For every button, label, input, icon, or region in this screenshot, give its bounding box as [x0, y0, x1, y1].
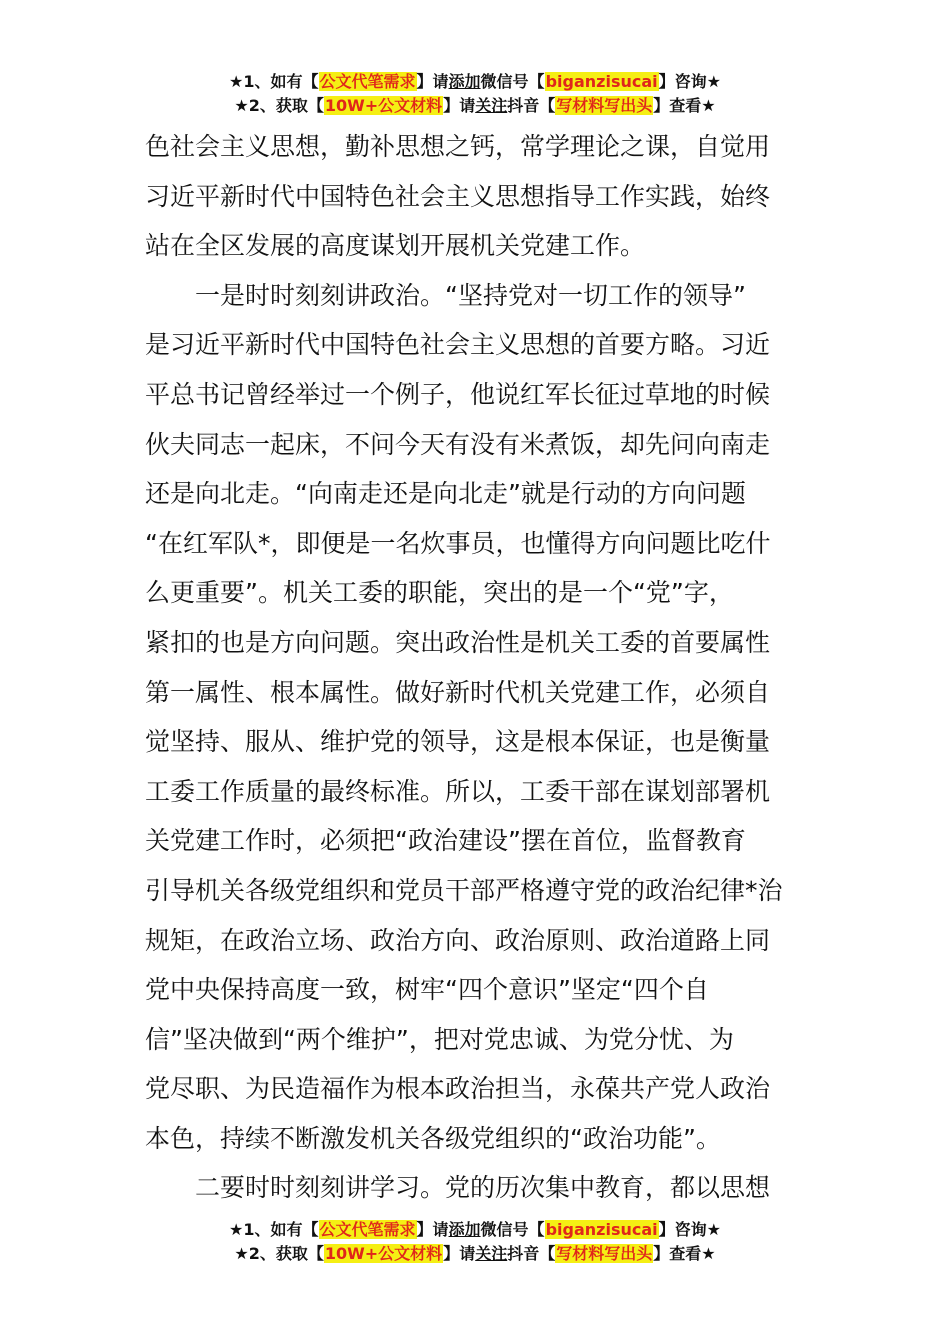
header-banner — [0, 70, 950, 118]
banner-highlight: 10W+公文材料 — [324, 1244, 443, 1263]
banner-highlight: 写材料写出头 — [556, 1244, 653, 1263]
body-line: 色社会主义思想，勤补思想之钙，常学理论之课，自觉用 — [145, 132, 771, 161]
banner-text: 抖音【 — [507, 96, 556, 115]
banner-text: 】请 — [443, 1244, 476, 1263]
banner-highlight: 写材料写出头 — [556, 96, 653, 115]
banner-text: ★1、如有【 — [229, 72, 319, 91]
body-line: 工委工作质量的最终标准。所以，工委干部在谋划部署机 — [145, 776, 771, 806]
banner-line-2 — [0, 1242, 950, 1266]
body-line: 伙夫同志一起床，不问今天有没有米煮饭，却先问向南走 — [145, 429, 771, 459]
banner-text: ★2、获取【 — [234, 96, 324, 115]
banner-underline: 关注 — [475, 1244, 508, 1263]
banner-text: 】请 — [416, 1220, 449, 1239]
body-line: 还是向北走。“向南走还是向北走”就是行动的方向问题 — [145, 479, 746, 509]
body-line: 党中央保持高度一致，树牢“四个意识”坚定“四个自 — [145, 975, 709, 1005]
body-line: 么更重要”。机关工委的职能，突出的是一个“党”字， — [145, 578, 734, 608]
body-line: 习近平新时代中国特色社会主义思想指导工作实践，始终 — [145, 181, 771, 211]
banner-highlight: biganzisucai — [545, 1220, 658, 1239]
banner-text: 】请 — [443, 96, 476, 115]
banner-underline: 添加 — [448, 72, 481, 91]
body-line: 第一属性、根本属性。做好新时代机关党建工作，必须自 — [145, 677, 771, 707]
banner-text: 微信号【 — [480, 1220, 545, 1239]
banner-highlight: 公文代笔需求 — [319, 72, 416, 91]
body-line: 关党建工作时，必须把“政治建设”摆在首位，监督教育 — [145, 826, 746, 856]
banner-text: 】请 — [416, 72, 449, 91]
banner-text: 抖音【 — [507, 1244, 556, 1263]
banner-highlight: biganzisucai — [545, 72, 658, 91]
banner-highlight: 10W+公文材料 — [324, 96, 443, 115]
banner-underline: 关注 — [475, 96, 508, 115]
body-line: 引导机关各级党组织和党员干部严格遵守党的政治纪律*治 — [145, 875, 783, 905]
body-line: 规矩，在政治立场、政治方向、政治原则、政治道路上同 — [145, 925, 771, 955]
banner-text: ★1、如有【 — [229, 1220, 319, 1239]
banner-text: 】查看★ — [653, 96, 716, 115]
body-line: 二要时时刻刻讲学习。党的历次集中教育，都以思想 — [145, 1173, 771, 1203]
banner-line-1 — [0, 70, 950, 94]
body-line: “在红军队*，即便是一名炊事员，也懂得方向问题比吃什 — [145, 528, 771, 558]
body-line: 觉坚持、服从、维护党的领导，这是根本保证，也是衡量 — [145, 727, 771, 757]
banner-underline: 添加 — [448, 1220, 481, 1239]
body-line: 本色，持续不断激发机关各级党组织的“政治功能”。 — [145, 1123, 721, 1153]
body-line: 是习近平新时代中国特色社会主义思想的首要方略。习近 — [145, 330, 771, 360]
banner-line-2 — [0, 94, 950, 118]
banner-highlight: 公文代笔需求 — [319, 1220, 416, 1239]
body-line: 党尽职、为民造福作为根本政治担当，永葆共产党人政治 — [145, 1074, 771, 1104]
banner-line-1 — [0, 1218, 950, 1242]
banner-text: 】查看★ — [653, 1244, 716, 1263]
banner-text: ★2、获取【 — [234, 1244, 324, 1263]
banner-text: 】咨询★ — [658, 1220, 721, 1239]
body-line: 平总书记曾经举过一个例子，他说红军长征过草地的时候 — [145, 379, 771, 409]
body-line: 信”坚决做到“两个维护”，把对党忠诚、为党分忧、为 — [145, 1024, 734, 1054]
banner-text: 微信号【 — [480, 72, 545, 91]
body-line: 一是时时刻刻讲政治。“坚持党对一切工作的领导” — [145, 280, 746, 310]
body-line: 站在全区发展的高度谋划开展机关党建工作。 — [145, 231, 646, 261]
body-line: 紧扣的也是方向问题。突出政治性是机关工委的首要属性 — [145, 627, 771, 657]
banner-text: 】咨询★ — [658, 72, 721, 91]
document-body — [145, 122, 825, 1213]
footer-banner — [0, 1218, 950, 1266]
